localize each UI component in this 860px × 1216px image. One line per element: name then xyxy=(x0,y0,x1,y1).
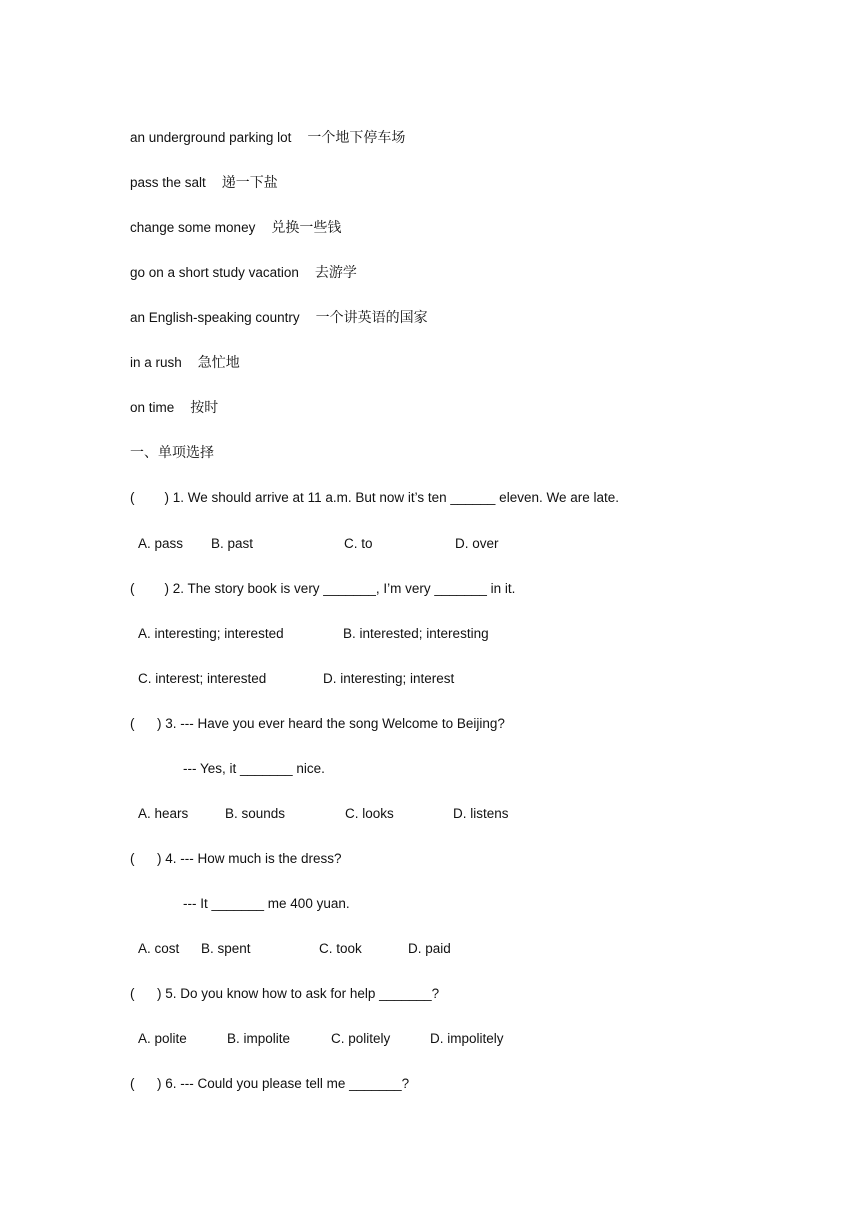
option: B. spent xyxy=(201,941,251,956)
option: C. politely xyxy=(331,1031,391,1046)
option: C. looks xyxy=(345,806,394,821)
question-stem: ( ) 4. --- How much is the dress? xyxy=(130,851,342,866)
question-reply: --- It _______ me 400 yuan. xyxy=(183,896,350,911)
question-stem: ( ) 5. Do you know how to ask for help _______? xyxy=(130,986,440,1001)
option: C. to xyxy=(344,536,373,551)
option: B. impolite xyxy=(227,1031,291,1046)
phrase-zh: 急忙地 xyxy=(197,355,240,371)
option: A. cost xyxy=(138,941,180,956)
question-reply: --- Yes, it _______ nice. xyxy=(183,761,325,776)
phrase-zh: 按时 xyxy=(190,400,219,416)
option: B. sounds xyxy=(225,806,286,821)
phrase-en: an underground parking lot xyxy=(130,130,292,145)
option: C. took xyxy=(319,941,362,956)
option: B. past xyxy=(211,536,254,551)
phrase-en: an English-speaking country xyxy=(130,310,300,325)
phrase-line xyxy=(130,353,240,373)
option: A. pass xyxy=(138,536,184,551)
option: D. over xyxy=(455,536,499,551)
options-row xyxy=(0,939,860,959)
phrase-zh: 一个地下停车场 xyxy=(307,130,406,146)
option: B. interested; interesting xyxy=(343,626,489,641)
phrase-en: go on a short study vacation xyxy=(130,265,299,280)
question-stem: ( ) 1. We should arrive at 11 a.m. But now it’s ten ______ eleven. We are late. xyxy=(130,490,620,505)
question-stem: ( ) 6. --- Could you please tell me _______? xyxy=(130,1076,410,1091)
phrase-en: pass the salt xyxy=(130,175,206,190)
option: A. polite xyxy=(138,1031,187,1046)
phrase-en: on time xyxy=(130,400,175,415)
phrase-line xyxy=(130,128,405,148)
phrase-zh: 递一下盐 xyxy=(221,175,278,191)
phrase-zh: 兑换一些钱 xyxy=(271,220,342,236)
question-stem: ( ) 3. --- Have you ever heard the song Welcome to Beijing? xyxy=(130,716,505,731)
question-stem: ( ) 2. The story book is very _______, I’m very _______ in it. xyxy=(130,581,516,596)
phrase-line xyxy=(130,263,357,283)
phrase-zh: 一个讲英语的国家 xyxy=(315,310,428,326)
options-row xyxy=(0,804,860,824)
options-row xyxy=(0,669,860,689)
option: D. paid xyxy=(408,941,451,956)
options-row xyxy=(0,624,860,644)
options-row xyxy=(0,1029,860,1049)
option: D. listens xyxy=(453,806,509,821)
option: A. interesting; interested xyxy=(138,626,284,641)
phrase-zh: 去游学 xyxy=(314,265,357,281)
phrase-en: change some money xyxy=(130,220,256,235)
option: D. impolitely xyxy=(430,1031,504,1046)
option: C. interest; interested xyxy=(138,671,267,686)
section-title: 一、单项选择 xyxy=(130,445,214,461)
option: A. hears xyxy=(138,806,189,821)
phrase-line xyxy=(130,308,428,328)
option: D. interesting; interest xyxy=(323,671,455,686)
phrase-line xyxy=(130,173,278,193)
phrase-line xyxy=(130,218,341,238)
options-row xyxy=(0,534,860,554)
phrase-en: in a rush xyxy=(130,355,182,370)
phrase-line xyxy=(130,398,218,418)
